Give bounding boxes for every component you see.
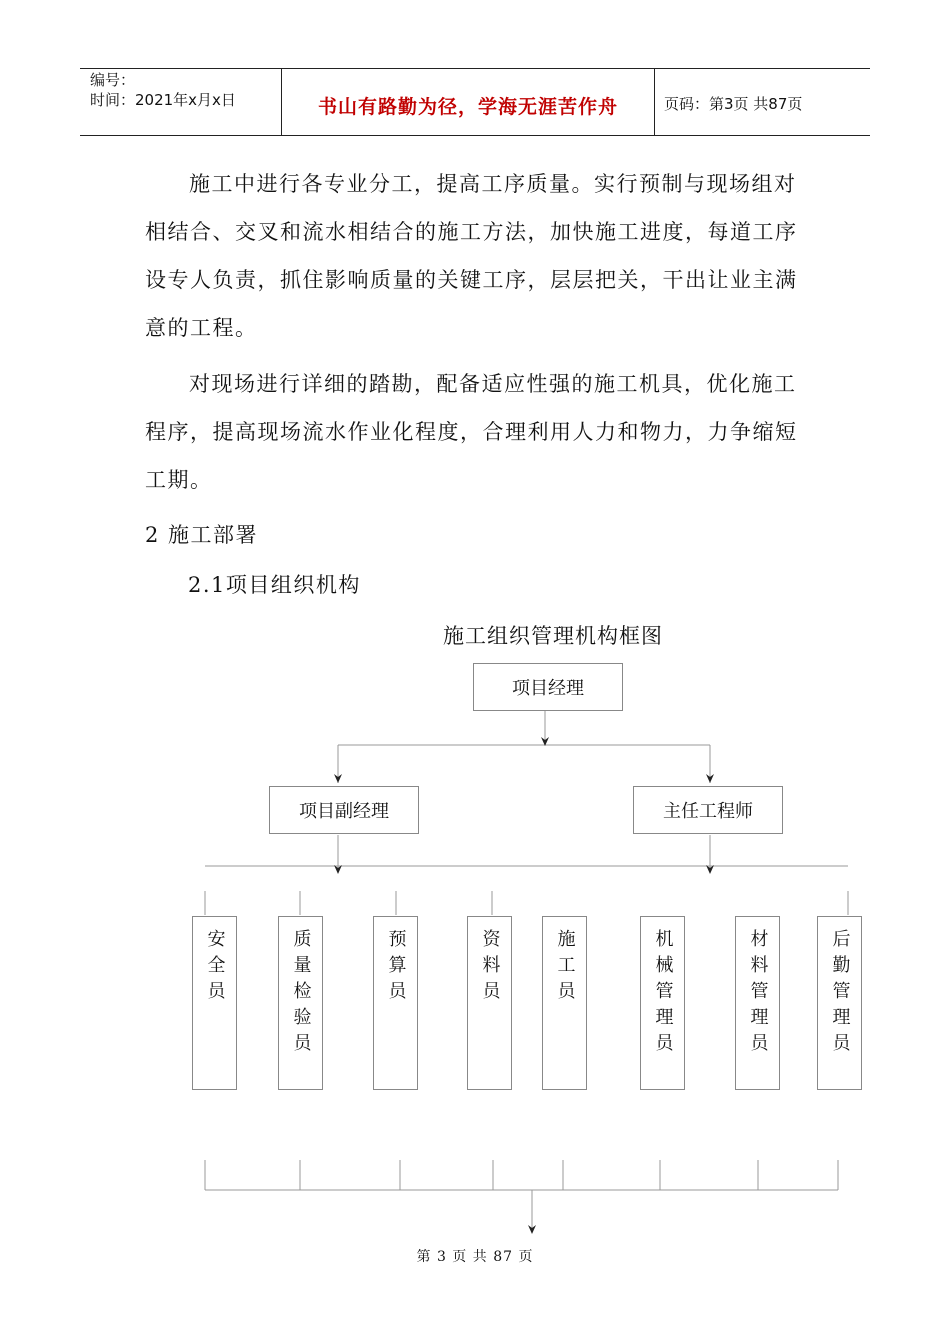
org-staff-label: 预算员 [385,929,407,1007]
org-box-staff-materials [735,916,780,1090]
number-label: 编号： [90,71,136,89]
paragraph-2-text: 对现场进行详细的踏勘，配备适应性强的施工机具，优化施工程序，提高现场流水作业化程度，合理利用人力和物力，力争缩短工期。 [145,372,798,492]
org-box-staff-quality [278,916,323,1090]
org-box-staff-logistics [817,916,862,1090]
org-staff-label: 机械管理员 [652,929,674,1059]
header-page-info: 页码：第3页 共87页 [664,95,803,113]
org-staff-label: 安全员 [204,929,226,1007]
org-box-staff-safety [192,916,237,1090]
page-footer: 第 3 页 共 87 页 [416,1249,534,1265]
org-chart-title: 施工组织管理机构框图 [443,624,663,648]
org-box-project-manager [473,663,623,711]
org-staff-label: 材料管理员 [747,929,769,1059]
org-staff-label: 后勤管理员 [829,929,851,1059]
org-box-staff-budget [373,916,418,1090]
org-box-staff-documents [467,916,512,1090]
org-box-staff-construction [542,916,587,1090]
org-staff-label: 资料员 [479,929,501,1007]
org-box-project-manager-label: 项目经理 [512,678,584,699]
org-box-staff-machinery [640,916,685,1090]
org-staff-label: 施工员 [554,929,576,1007]
header-motto: 书山有路勤为径，学海无涯苦作舟 [317,96,618,118]
org-box-deputy-manager [269,786,419,834]
org-box-chief-engineer-label: 主任工程师 [663,801,753,822]
subsection-heading: 2.1项目组织机构 [188,573,361,597]
org-box-chief-engineer [633,786,783,834]
section-heading: 2 施工部署 [145,523,259,547]
time-label: 时间：2021年x月x日 [90,91,236,109]
paragraph-1-text: 施工中进行各专业分工，提高工序质量。实行预制与现场组对相结合、交叉和流水相结合的施工方法，加快施工进度，每道工序设专人负责，抓住影响质量的关键工序，层层把关，干出让业主满意的工程。 [145,172,798,340]
org-staff-label: 质量检验员 [290,929,312,1059]
org-box-deputy-manager-label: 项目副经理 [299,801,389,822]
